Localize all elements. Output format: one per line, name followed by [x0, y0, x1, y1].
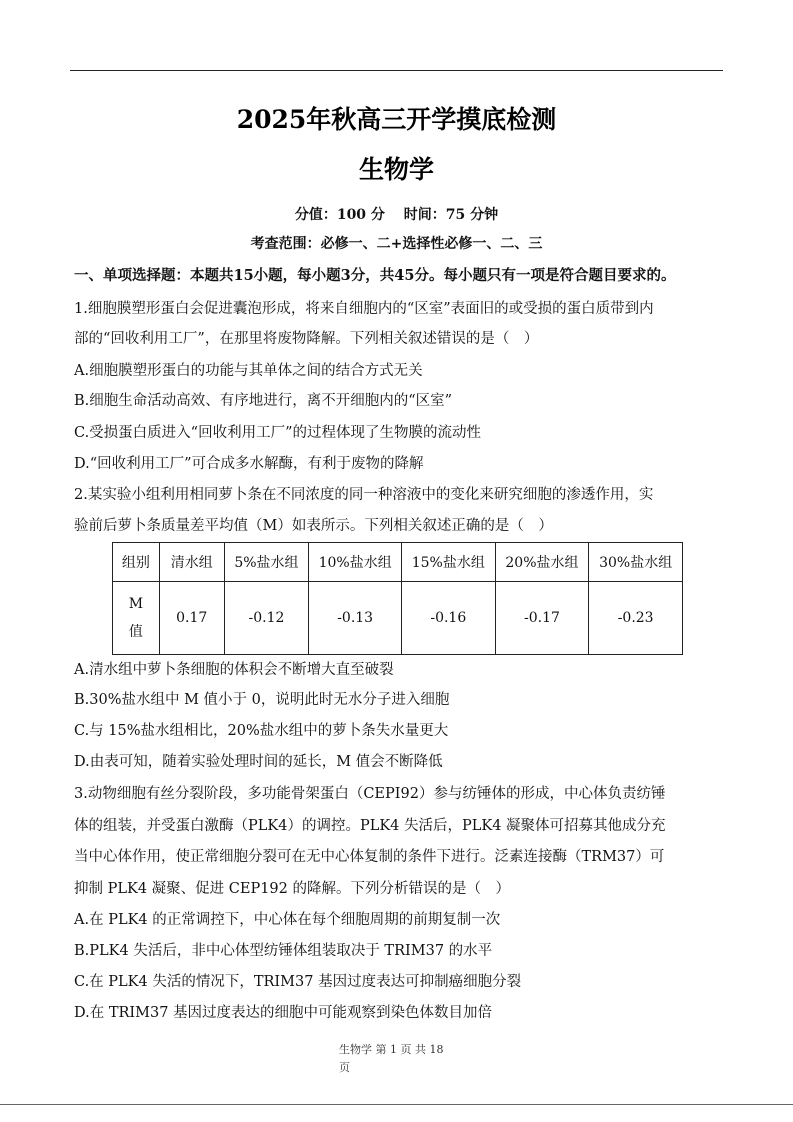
q3-option-a: A.在 PLK4 的正常调控下，中心体在每个细胞周期的前期复制一次 [74, 912, 501, 928]
q3-option-c: C.在 PLK4 失活的情况下，TRIM37 基因过度表达可抑制癌细胞分裂 [74, 974, 522, 990]
q3-stem-line2: 体的组装，并受蛋白激酶（PLK4）的调控。PLK4 失活后，PLK4 凝聚体可招募其他成分充 [74, 818, 666, 834]
bottom-rule [0, 1104, 793, 1105]
header-cell-water: 清水组 [159, 543, 224, 582]
row-label-m-line2: 值 [128, 624, 143, 640]
value-cell-15pct: -0.16 [401, 582, 495, 655]
value-cell-5pct: -0.12 [224, 582, 309, 655]
q3-stem-line1: 3.动物细胞有丝分裂阶段，多功能骨架蛋白（CEPI92）参与纺锤体的形成，中心体负责纺锤 [74, 786, 666, 802]
row-label-m-line1: M [128, 596, 144, 612]
q2-stem-line1: 2.某实验小组利用相同萝卜条在不同浓度的同一种溶液中的变化来研究细胞的渗透作用，实 [74, 487, 654, 503]
exam-title: 2025年秋高三开学摸底检测 [236, 105, 557, 134]
top-rule [70, 70, 723, 71]
q3-option-d: D.在 TRIM37 基因过度表达的细胞中可能观察到染色体数目加倍 [74, 1005, 493, 1021]
value-cell-water: 0.17 [159, 582, 224, 655]
q3-stem-line4: 抑制 PLK4 凝聚、促进 CEP192 的降解。下列分析错误的是（ ） [74, 881, 510, 897]
row-label-m [113, 582, 160, 655]
header-cell-5pct: 5%盐水组 [224, 543, 309, 582]
q2-option-c: C.与 15%盐水组相比，20%盐水组中的萝卜条失水量更大 [74, 723, 449, 739]
q1-stem-line2: 部的“回收利用工厂”，在那里将废物降解。下列相关叙述错误的是（ ） [74, 331, 539, 347]
value-cell-30pct: -0.23 [589, 582, 683, 655]
q2-option-a: A.清水组中萝卜条细胞的体积会不断增大直至破裂 [74, 662, 394, 678]
m-value-table [112, 542, 683, 655]
value-cell-10pct: -0.13 [309, 582, 402, 655]
table-header-row [113, 543, 683, 582]
header-cell-20pct: 20%盐水组 [495, 543, 589, 582]
table-value-row [113, 582, 683, 655]
value-cell-20pct: -0.17 [495, 582, 589, 655]
q3-stem-line3: 当中心体作用，使正常细胞分裂可在无中心体复制的条件下进行。泛素连接酶（TRM37）可 [74, 849, 665, 865]
header-cell-10pct: 10%盐水组 [309, 543, 402, 582]
q3-option-b: B.PLK4 失活后，非中心体型纺锤体组装取决于 TRIM37 的水平 [74, 943, 493, 959]
header-cell-group: 组别 [113, 543, 160, 582]
q1-option-a: A.细胞膜塑形蛋白的功能与其单体之间的结合方式无关 [74, 363, 423, 379]
header-cell-30pct: 30%盐水组 [589, 543, 683, 582]
exam-scope: 考查范围：必修一、二+选择性必修一、二、三 [250, 236, 543, 252]
subject-title: 生物学 [358, 155, 434, 184]
q2-option-d: D.由表可知，随着实验处理时间的延长，M 值会不断降低 [74, 754, 443, 770]
q1-option-c: C.受损蛋白质进入“回收利用工厂”的过程体现了生物膜的流动性 [74, 425, 482, 441]
page-footer-line1: 生物学 第 1 页 共 18 [339, 1043, 444, 1056]
score-time: 分值：100 分 时间：75 分钟 [294, 207, 499, 223]
section-heading: 一、单项选择题：本题共15小题，每小题3分，共45分。每小题只有一项是符合题目要求的。 [74, 267, 676, 284]
q1-option-d: D.“回收利用工厂”可合成多水解酶，有利于废物的降解 [74, 456, 424, 472]
q1-stem-line1: 1.细胞膜塑形蛋白会促进囊泡形成，将来自细胞内的“区室”表面旧的或受损的蛋白质带到内 [74, 301, 654, 317]
page-footer-line2: 页 [339, 1061, 350, 1074]
q2-option-b: B.30%盐水组中 M 值小于 0，说明此时无水分子进入细胞 [74, 692, 450, 708]
header-cell-15pct: 15%盐水组 [401, 543, 495, 582]
q2-stem-line2: 验前后萝卜条质量差平均值（M）如表所示。下列相关叙述正确的是（ ） [74, 518, 553, 534]
q1-option-b: B.细胞生命活动高效、有序地进行，离不开细胞内的“区室” [74, 393, 453, 409]
